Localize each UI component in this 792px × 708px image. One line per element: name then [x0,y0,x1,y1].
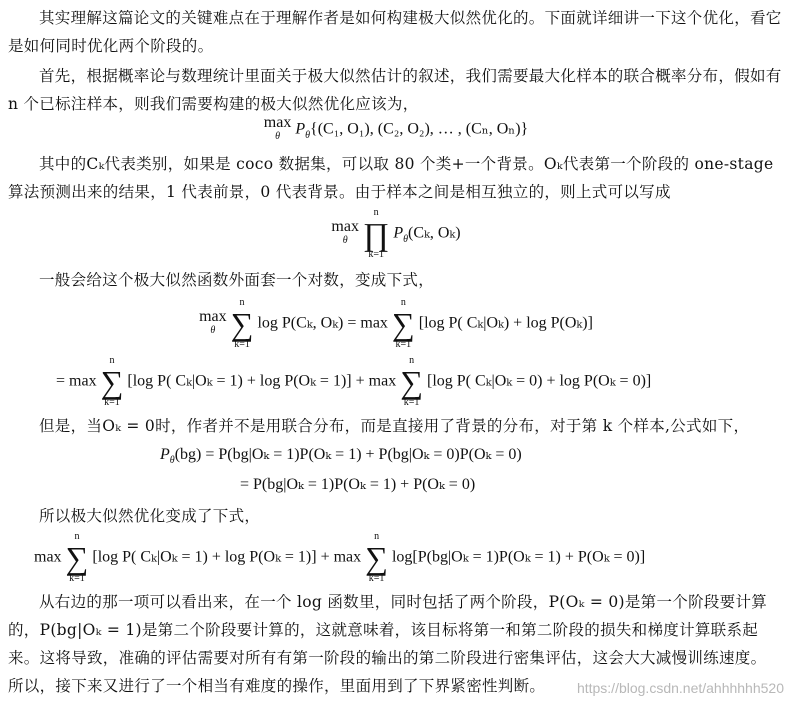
equation-joint-body: {(C₁, O₁), (C₂, O₂), … , (Cₙ, Oₙ)} [310,120,529,138]
equation-background-2: = P(bg|Oₖ = 1)P(Oₖ = 1) + P(Oₖ = 0) [240,476,476,493]
right-term-paragraph: 从右边的那一项可以看出来，在一个 log 函数里，同时包括了两个阶段，P(Oₖ = 0)是第一个阶段要计算的，P(bg|Oₖ = 1)是第二个阶段要计算的，这就意味着，该目标将第一和第二阶段的损失和梯度计算联系起来。这将导致，准确的评估需要对所有有第一阶段的输出的第二阶段进行密集评估，这会大大减慢训练速度。所以，接下来又进行了一个相当有难度的操作，里面用到了下界紧密性判断。 [8,593,768,695]
sum-operator: n ∑ k=1 [391,297,415,350]
intro-paragraph: 其实理解这篇论文的关键难点在于理解作者是如何构建极大似然优化的。下面就详细讲一下这个优化，看它是如何同时优化两个阶段的。 [8,9,782,55]
background-paragraph: 但是，当Oₖ = 0时，作者并不是用联合分布，而是直接用了背景的分布，对于第 k 个样本,公式如下， [39,417,750,435]
equation-joint: max θ $P_\theta\{(C_1$, O₁), (C₂, O₂), … , (Cₙ, Oₙ)} [263,114,529,142]
inline-p-bg: P(bg|Oₖ = 1) [39,621,142,639]
ck-symbol: Cₖ [86,155,105,173]
sum-operator: n ∑ k=1 [400,355,423,408]
product-operator: n ∏ k=1 [362,207,390,260]
inline-p-ok0: P(Oₖ = 0) [548,593,625,611]
watermark: https://blog.csdn.net/ahhhhhh520 [576,680,784,696]
equation-log-likelihood: max θ n ∑ k=1 log P(Cₖ, Oₖ) = max n ∑ k=1 [log P( Cₖ|Oₖ) + log P(Oₖ)] [199,297,593,350]
sum-operator: n ∑ k=1 [65,531,89,584]
sum-operator: n ∑ k=1 [100,355,124,408]
inline-ok0: Oₖ = 0 [102,417,156,435]
equation-split: = max n ∑ k=1 [log P( Cₖ|Oₖ = 1) + log P(Oₖ = 1)] + max n ∑ k=1 [log P( Cₖ|Oₖ = 0) + log P(Oₖ = 0)] [56,355,652,408]
ck-definition-paragraph: 其中的Cₖ代表类别，如果是 coco 数据集，可以取 80 个类+一个背景。Oₖ代表第一个阶段的 one-stage 算法预测出来的结果，1 代表前景，0 代表背景。由于样本之间是相互独立的，则上式可以写成 [8,155,774,201]
sum-operator: n ∑ k=1 [230,297,254,350]
sum-operator: n ∑ k=1 [365,531,388,584]
first-paragraph: 首先，根据概率论与数理统计里面关于极大似然估计的叙述，我们需要最大化样本的联合概率分布，假如有 n 个已标注样本，则我们需要构建的极大似然优化应该为， [8,67,782,113]
log-intro-paragraph: 一般会给这个极大似然函数外面套一个对数，变成下式， [39,271,435,289]
max-operator: max θ [263,114,292,142]
equation-product: max θ n ∏ k=1 $P_\theta(C_k$, Oₖ) [331,207,461,260]
equation-background-1: $P_\theta(bg) = P(bg|O_k = 1)P(O_k = 1) + P(bg|O_k = 0)P(O_k = 0)$ [160,446,522,467]
ok-symbol: Oₖ [543,155,563,173]
so-became-paragraph: 所以极大似然优化变成了下式， [39,507,261,525]
equation-final: max n ∑ k=1 [log P( Cₖ|Oₖ = 1) + log P(Oₖ = 1)] + max n ∑ k=1 log[P(bg|Oₖ = 1)P(Oₖ = 1) + P(Oₖ = 0)] [34,531,646,584]
